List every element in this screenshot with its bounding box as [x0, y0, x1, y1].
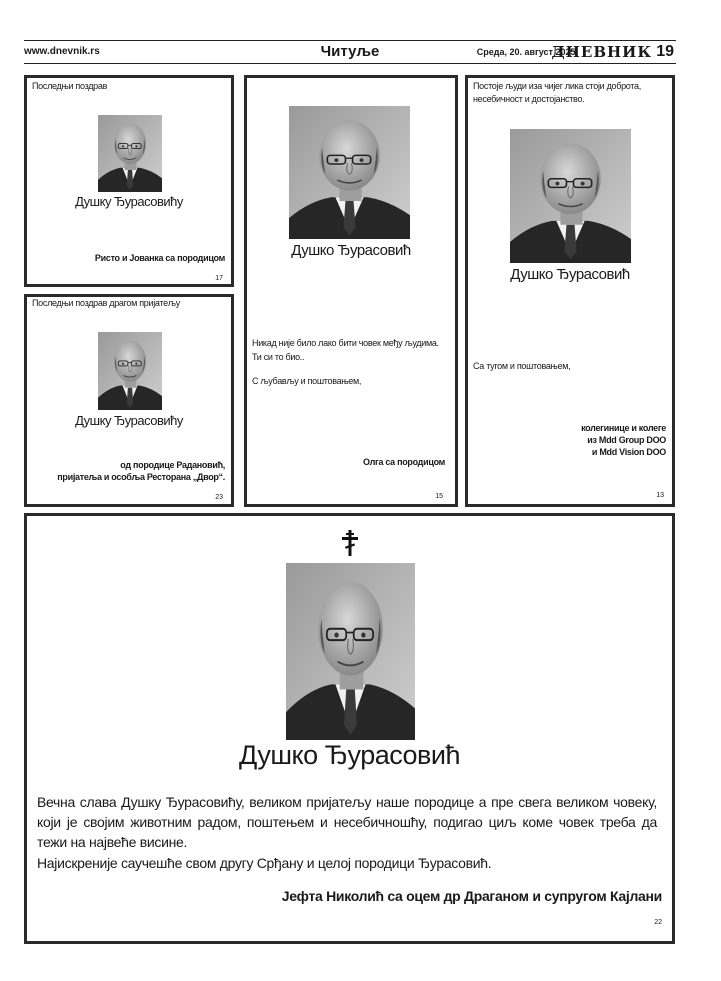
deceased-name: Душко Ђурасовић	[238, 740, 460, 770]
ad-message: Никад није било лако бити човек међу људима. Ти си то био.. С љубављу и поштовањем,	[252, 338, 439, 386]
obituary-ad-1	[24, 75, 234, 287]
portrait-photo	[98, 332, 162, 410]
ad-intro: Последњи поздрав	[32, 81, 108, 91]
deceased-name: Душку Ђурасовићу	[75, 413, 183, 428]
page-number: 19	[656, 43, 674, 60]
page-header	[24, 40, 676, 64]
obituary-ad-2	[24, 294, 234, 507]
obituary-ad-4	[465, 75, 675, 507]
ad-intro: Постоје људи иза чијег лика стоји доброта, несебичност и достојанство.	[473, 81, 641, 104]
ad-signature: Олга са породицом	[363, 457, 445, 467]
obituary-ad-main	[24, 513, 675, 944]
deceased-name: Душко Ђурасовић	[510, 266, 630, 283]
portrait-photo	[289, 106, 410, 239]
ad-signature: од породице Радановић, пријатеља и особља Ресторана „Двор“.	[57, 460, 225, 482]
portrait-photo	[510, 129, 631, 263]
ad-number: 22	[654, 919, 662, 926]
ad-signature: Ристо и Јованка са породицом	[94, 253, 225, 263]
site-url[interactable]: www.dnevnik.rs	[24, 46, 100, 57]
issue-date: Среда, 20. август 2025.	[476, 47, 578, 57]
portrait-photo	[98, 115, 162, 192]
section-title: Читуље	[320, 43, 380, 60]
newspaper-logo: ДНЕВНИК	[551, 43, 652, 61]
deceased-name: Душко Ђурасовић	[291, 242, 411, 259]
ad-message: Са тугом и поштовањем,	[473, 361, 571, 371]
portrait-photo	[286, 563, 415, 740]
ad-signature: Јефта Николић са оцем др Драганом и супругом Кајлани	[281, 888, 662, 904]
orthodox-cross-icon	[339, 530, 361, 556]
deceased-name: Душку Ђурасовићу	[75, 194, 183, 209]
ad-signature: колегинице и колеге из Mdd Group DOO и Mdd Vision DOO	[581, 423, 666, 457]
ad-number: 23	[215, 494, 223, 501]
ad-body-text: Вечна слава Душку Ђурасовићу, великом пријатељу наше породице а пре свега великом човеку, који је својим животним радом, поштењем и несебичношћу, подигао циљ коме човек треба да тежи на највеће висине.	[37, 794, 657, 850]
ad-number: 17	[215, 275, 223, 282]
obituary-ad-3	[244, 75, 458, 507]
ad-intro: Последњи поздрав драгом пријатељу	[32, 298, 180, 308]
ad-number: 13	[656, 492, 664, 499]
ad-number: 15	[435, 493, 443, 500]
ad-condolence-text: Најискреније саучешће свом другу Срђану и целој породици Ђурасовић.	[37, 855, 492, 871]
